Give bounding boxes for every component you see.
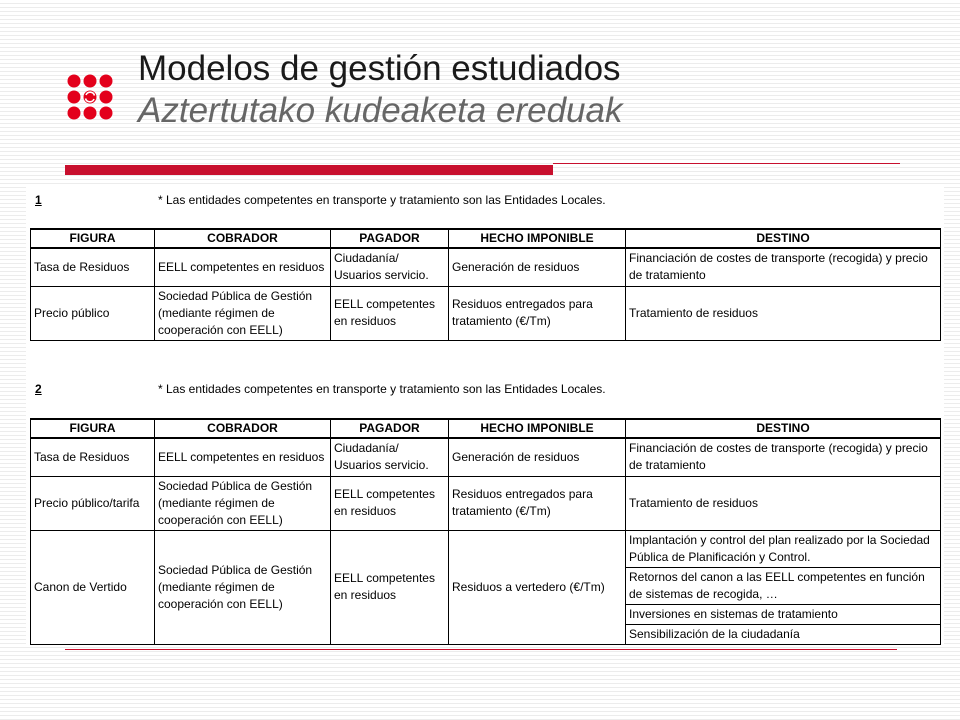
destino-line: Sensibilización de la ciudadanía <box>629 626 800 641</box>
dot-grid-logo-icon <box>66 73 114 121</box>
bottom-rule <box>65 649 897 650</box>
title-underline-bar <box>65 165 553 175</box>
cell-figura: Tasa de Residuos <box>31 248 155 286</box>
section-1-table <box>30 228 941 341</box>
cell-destino: Financiación de costes de transporte (recogida) y precio de tratamiento <box>626 438 941 476</box>
header-destino: DESTINO <box>626 419 941 438</box>
destino-line: Retornos del canon a las EELL competentes en función de sistemas de recogida, … <box>626 568 940 605</box>
cell-destino: Tratamiento de residuos <box>626 476 941 530</box>
header-cobrador: COBRADOR <box>155 229 331 248</box>
table-header-row <box>31 229 941 248</box>
title-block <box>138 48 622 132</box>
section-2-note: * Las entidades competentes en transporte y tratamiento son las Entidades Locales. <box>158 382 606 396</box>
destino-line: Implantación y control del plan realizado por la Sociedad Pública de Planificación y Control. <box>626 531 940 568</box>
cell-hecho-imponible: Generación de residuos <box>449 438 626 476</box>
table-row <box>31 476 941 530</box>
table-row <box>31 286 941 340</box>
title-basque: Aztertutako kudeaketa ereduak <box>138 91 623 130</box>
table-row <box>31 530 941 644</box>
spreadsheet-image <box>26 185 944 645</box>
cell-cobrador: EELL competentes en residuos <box>155 438 331 476</box>
cell-cobrador: EELL competentes en residuos <box>155 248 331 286</box>
cell-cobrador: Sociedad Pública de Gestión (mediante régimen de cooperación con EELL) <box>155 286 331 340</box>
title-underline-thin <box>553 163 900 164</box>
section-1-note: * Las entidades competentes en transporte y tratamiento son las Entidades Locales. <box>158 193 606 207</box>
table-row <box>31 438 941 476</box>
title-spanish: Modelos de gestión estudiados <box>138 49 621 88</box>
cell-pagador: Ciudadanía/ Usuarios servicio. <box>331 248 449 286</box>
cell-hecho-imponible: Residuos entregados para tratamiento (€/Tm) <box>449 286 626 340</box>
header-destino: DESTINO <box>626 229 941 248</box>
section-2-table <box>30 418 941 645</box>
header-figura: FIGURA <box>31 419 155 438</box>
cell-pagador: EELL competentes en residuos <box>331 476 449 530</box>
cell-hecho-imponible: Residuos a vertedero (€/Tm) <box>449 530 626 644</box>
cell-pagador: Ciudadanía/ Usuarios servicio. <box>331 438 449 476</box>
header-hecho-imponible: HECHO IMPONIBLE <box>449 419 626 438</box>
cell-destino: Financiación de costes de transporte (recogida) y precio de tratamiento <box>626 248 941 286</box>
section-2-number: 2 <box>35 382 42 396</box>
cell-cobrador: Sociedad Pública de Gestión (mediante régimen de cooperación con EELL) <box>155 530 331 644</box>
cell-figura: Canon de Vertido <box>31 530 155 644</box>
destino-line: Inversiones en sistemas de tratamiento <box>626 605 940 625</box>
cell-figura: Tasa de Residuos <box>31 438 155 476</box>
cell-cobrador: Sociedad Pública de Gestión (mediante régimen de cooperación con EELL) <box>155 476 331 530</box>
header-pagador: PAGADOR <box>331 419 449 438</box>
cell-pagador: EELL competentes en residuos <box>331 530 449 644</box>
cell-destino-multi <box>626 530 941 644</box>
header-hecho-imponible: HECHO IMPONIBLE <box>449 229 626 248</box>
header-cobrador: COBRADOR <box>155 419 331 438</box>
section-1-number: 1 <box>35 193 42 207</box>
cell-pagador: EELL competentes en residuos <box>331 286 449 340</box>
table-header-row <box>31 419 941 438</box>
cell-hecho-imponible: Residuos entregados para tratamiento (€/Tm) <box>449 476 626 530</box>
cell-figura: Precio público/tarifa <box>31 476 155 530</box>
header-pagador: PAGADOR <box>331 229 449 248</box>
header-figura: FIGURA <box>31 229 155 248</box>
cell-figura: Precio público <box>31 286 155 340</box>
table-row <box>31 248 941 286</box>
cell-destino: Tratamiento de residuos <box>626 286 941 340</box>
cell-hecho-imponible: Generación de residuos <box>449 248 626 286</box>
